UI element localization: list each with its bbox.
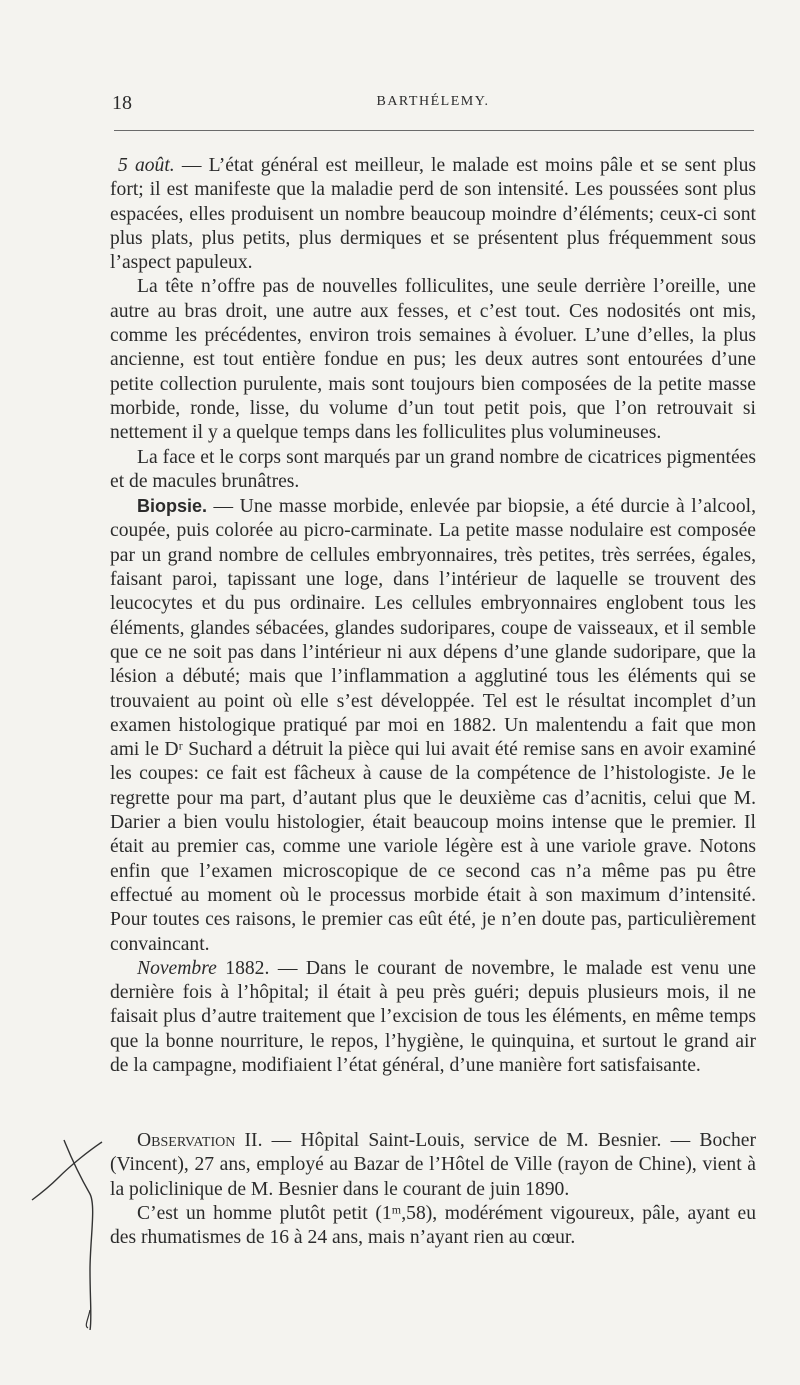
observation-heading-paragraph [110,1129,756,1202]
paragraph-face [110,446,756,495]
body-text [110,154,756,1078]
paragraph-text: La tête n’offre pas de nouvelles folliculites, une seule derrière l’oreille, une autre au bras droit, une autre aux fesses, et c’est tout. Ces nodosités ont mis, comme les précédentes, environ trois semaines à évoluer. L’une d’elles, la plus ancienne, est tout entière fondue en pus; les deux autres sont entourées d’une petite collection purulente, mais sont toujours bien composées de la petite masse morbide, ronde, lisse, du volume d’un tout petit pois, que l’on retrouvait si nettement il y a quelque temps dans les folliculites plus volumineuses. [110,276,756,444]
paragraph-text: — Une masse morbide, enlevée par biopsie, a été durcie à l’alcool, coupée, puis colorée au picro-carminate. La petite masse nodulaire est composée par un grand nombre de cellules embryonnaires, très petites, très serrées, égales, faisant paroi, tapissant une loge, dans l’intérieur de laquelle se trouvent des leucocytes et du pus ordinaire. Les cellules embryonnaires englobent tous les éléments, glandes sébacées, glandes sudoripares, coupe de vaisseaux, et il semble que ce ne soit pas dans l’intérieur ni aux dépens d’une glande sudoripare, que la lésion a débuté; mais que l’inflammation a agglutiné tous les éléments qui se trouvaient au point où elle s’est développée. Tel est le résultat incomplet d’un examen histologique pratiqué par moi en 1882. Un malentendu a fait que mon ami le Dʳ Suchard a détruit la pièce qui lui avait été remise sans en avoir examiné les coupes: ce fait est fâcheux à cause de la compétence de l’histologiste. Je le regrette pour ma part, d’autant plus que le deuxième cas d’acnitis, celui que M. Darier a bien voulu histologier, était beaucoup moins intense que le premier. Il était au premier cas, comme une variole légère est à une variole grave. Notons enfin que l’examen microscopique de ce second cas n’a même pas pu être effectué au moment où le processus morbide était à son maximum d’intensité. Pour toutes ces raisons, le premier cas eût été, je n’en doute pas, particulièrement convaincant. [110,496,756,955]
observation-paragraph-text: — Hôpital Saint-Louis, service de M. Besnier. — Bocher (Vincent), 27 ans, employé au Bazar de l’Hôtel de Ville (rayon de Chine), vient à la policlinique de M. Besnier dans le courant de juin 1890. [110,1130,756,1200]
paragraph-text: La face et le corps sont marqués par un grand nombre de cicatrices pigmentées et de macules brunâtres. [110,446,756,492]
paragraph-tete [110,275,756,445]
running-title: BARTHÉLEMY. [376,94,490,109]
paragraph-biopsie [110,494,756,957]
paragraph-novembre [110,957,756,1078]
observation-paragraph-text: C’est un homme plutôt petit (1ᵐ,58), modérément vigoureux, pâle, ayant eu des rhumatismes de 16 à 24 ans, mais n’ayant rien au cœur. [110,1202,756,1249]
paragraph-text: 1882. — Dans le courant de novembre, le malade est venu une dernière fois à l’hôpital; il était à peu près guéri; depuis plusieurs mois, il ne faisait plus d’autre traitement que l’excision de tous les éléments, en même temps que la bonne nourriture, le repos, l’hygiène, le quinquina, et surtout le grand air de la campagne, modifiaient l’état général, d’une manière fort satisfaisante. [110,957,756,1076]
page-header [112,92,754,122]
observation-text [110,1129,756,1250]
handwritten-margin-mark [20,1130,130,1330]
header-rule [114,130,754,131]
observation-paragraph [110,1202,756,1251]
paragraph-lead: Novembre [137,957,217,979]
paragraph-text: — L’état général est meilleur, le malade est moins pâle et se sent plus fort; il est manifeste que la maladie perd de son intensité. Les poussées sont plus espacées, elles produisent un nombre beaucoup moindre d’éléments; ceux-ci sont plus plats, plus petits, plus dermiques et se présentent plus fréquemment sous l’aspect papuleux. [110,155,757,274]
paragraph-5-aout [110,154,756,275]
observation-lead: Observation II. [137,1130,263,1151]
page-number: 18 [112,92,132,114]
paragraph-lead: Biopsie. [137,496,208,517]
paragraph-lead: 5 août. [118,155,175,176]
